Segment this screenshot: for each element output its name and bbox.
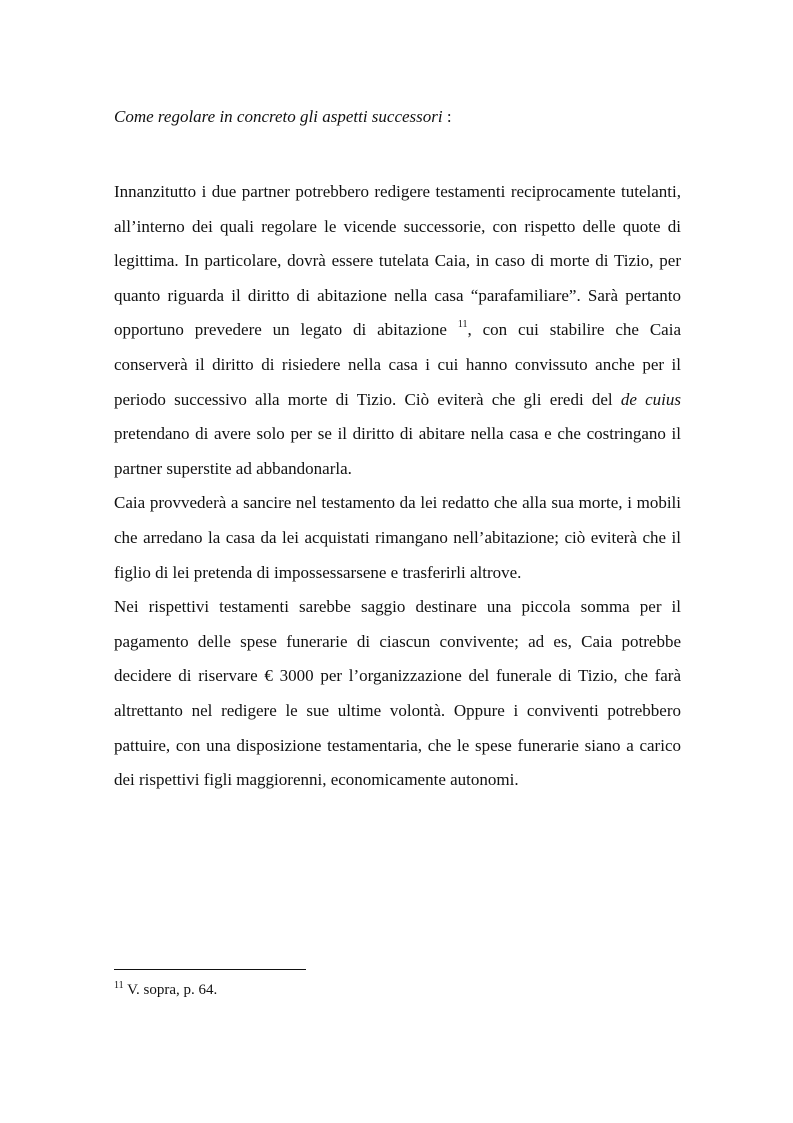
footnote [114, 980, 681, 1000]
footnote-divider [114, 969, 306, 970]
section-heading [114, 106, 684, 128]
paragraph-1-part-c: pretendano di avere solo per se il diritto di abitare nella casa e che costringano il partner superstite ad abbandonarla. [114, 424, 681, 478]
footnote-reference: 11 [457, 319, 468, 331]
paragraph-1 [114, 175, 681, 486]
body-text [114, 175, 681, 798]
paragraph-3: Nei rispettivi testamenti sarebbe saggio destinare una piccola somma per il pagamento delle spese funerarie di ciascun convivente; ad es, Caia potrebbe decidere di riservare € 3000 per l’organizzazione del funerale di Tizio, che farà altrettanto nel redigere le sue ultime volontà. Oppure i conviventi potrebbero pattuire, con una disposizione testamentaria, che le spese funerarie siano a carico dei rispettivi figli maggiorenni, economicamente autonomi. [114, 597, 681, 790]
paragraph-1-italic: de cuius [620, 389, 681, 409]
paragraph-1-part-b: , con cui stabilire che Caia conserverà il diritto di risiedere nella casa i cui hanno convissuto anche per il periodo successivo alla morte di Tizio. Ciò eviterà che gli eredi del [114, 320, 681, 409]
paragraph-2: Caia provvederà a sancire nel testamento da lei redatto che alla sua morte, i mobili che arredano la casa da lei acquistati rimangano nell’abitazione; ciò eviterà che il figlio di lei pretenda di impossessarsene e trasferirli altrove. [114, 493, 681, 582]
footnote-text: V. sopra, p. 64. [123, 982, 218, 998]
paragraph-1-part-a: Innanzitutto i due partner potrebbero redigere testamenti reciprocamente tutelanti, all’interno dei quali regolare le vicende successorie, con rispetto delle quote di legittima. In particolare, dovrà essere tutelata Caia, in caso di morte di Tizio, per quanto riguarda il diritto di abitazione nella casa “parafamiliare”. Sarà pertanto opportuno prevedere un legato di abitazione [114, 182, 681, 340]
footnote-number: 11 [114, 980, 124, 991]
section-heading-colon: : [442, 107, 452, 126]
section-heading-italic: Come regolare in concreto gli aspetti successori [114, 107, 443, 126]
